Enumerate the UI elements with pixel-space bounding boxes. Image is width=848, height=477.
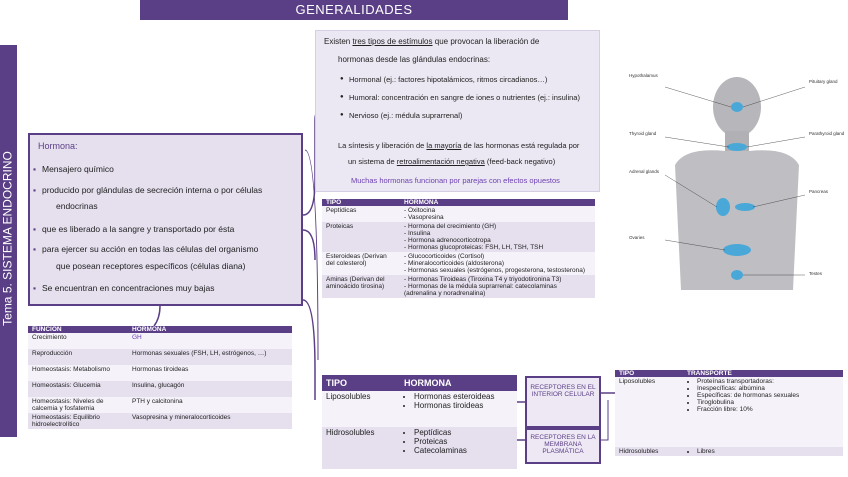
label-hypothalamus: Hypothalamus <box>629 73 658 78</box>
table-row <box>322 252 595 275</box>
ovaries-icon <box>723 244 751 256</box>
table-cell: Homeostasis: Metabolismo <box>28 365 128 381</box>
transport-table <box>615 370 843 456</box>
adrenal-icon <box>716 198 730 216</box>
list-item: • Hormonas tiroideas <box>414 401 513 410</box>
table-row <box>28 397 292 413</box>
regulation-c: un sistema de <box>348 157 395 166</box>
table-cell: Homeostasis: Equilibrio hidroelectrolítico <box>28 413 128 429</box>
table-cell: - Hormona del crecimiento (GH) - Insulina - Hormona adrenocorticotropa - Hormonas glucoproteicas: FSH, LH, TSH, TSH <box>400 222 595 252</box>
stimuli-intro-underlined: tres tipos de estímulos <box>352 37 433 46</box>
body-silhouette <box>625 65 847 290</box>
label-thyroid: Thyroid gland <box>629 131 657 136</box>
hormone-point-3: ▪ que es liberado a la sangre y transportado por ésta <box>42 224 234 234</box>
table-cell <box>400 427 517 469</box>
col-header-transport: TRANSPORTE <box>683 370 843 377</box>
table-row <box>322 427 517 469</box>
testes-icon <box>731 270 743 280</box>
col-header-type: TIPO <box>615 370 683 377</box>
table-cell: Hormonas sexuales (FSH, LH, estrógenos, …) <box>128 349 292 365</box>
regulation-b: de las hormonas está regulada por <box>463 141 580 150</box>
col-header-function: FUNCIÓN <box>28 326 128 333</box>
thyroid-icon <box>727 143 747 151</box>
label-pancreas: Pancreas <box>809 189 829 194</box>
stimulus-hormonal: ● Hormonal (ej.: factores hipotalámicos, ritmos circadianos…) <box>349 75 547 84</box>
list-item: • Específicas: de hormonas sexuales <box>697 392 839 399</box>
list-item: • Catecolaminas <box>414 446 513 455</box>
table-cell: Liposolubles <box>615 377 683 447</box>
function-table <box>28 326 292 429</box>
list-item: • Hormonas esteroideas <box>414 392 513 401</box>
regulation-line2 <box>348 157 555 166</box>
regulation-d: (feed-back negativo) <box>486 157 556 166</box>
regulation-underlined-2: retroalimentación negativa <box>396 157 485 166</box>
table-cell: Hormonas tiroideas <box>128 365 292 381</box>
hormone-point-1: ▪ Mensajero químico <box>42 164 114 174</box>
table-cell: - Oxitocina - Vasopresina <box>400 206 595 222</box>
label-pituitary: Pituitary gland <box>809 79 838 84</box>
stimuli-box <box>315 30 600 192</box>
col-header-hormone: HORMONA <box>400 199 595 206</box>
list-item: • Tiroglobulina <box>697 399 839 406</box>
table-row <box>28 381 292 397</box>
label-parathyroid: Parathyroid gland <box>809 131 845 136</box>
hormone-point-5: ▪ Se encuentran en concentraciones muy bajas <box>42 283 214 293</box>
table-cell: Vasopresina y mineralocorticoides <box>128 413 292 429</box>
table-row <box>28 349 292 365</box>
table-cell: Hidrosolubles <box>322 427 400 469</box>
table-cell <box>683 447 843 456</box>
hormone-point-2: ▪ producido por glándulas de secreción interna o por células <box>42 185 262 195</box>
list <box>687 378 839 413</box>
table-row <box>322 222 595 252</box>
table-row <box>28 413 292 429</box>
list <box>404 428 513 455</box>
hormone-point-4-cont: que posean receptores específicos (células diana) <box>56 261 246 271</box>
hypothalamus-icon <box>731 102 743 112</box>
table-cell: GH <box>128 333 292 349</box>
hormone-point-2-cont: endocrinas <box>56 201 98 211</box>
list-item: • Proteínas transportadoras: <box>697 378 839 385</box>
pairs-note: Muchas hormonas funcionan por parejas con efectos opuestos <box>351 176 560 185</box>
page-header: GENERALIDADES <box>140 0 568 20</box>
table-cell: - Glucocorticoides (Cortisol) - Mineralocorticoides (aldosterona) - Hormonas sexuales (estrógenos, progesterona, testosterona) <box>400 252 595 275</box>
list-item: • Libres <box>697 448 839 455</box>
col-header-hormone: HORMONA <box>128 326 292 333</box>
hormone-title: Hormona: <box>38 141 78 151</box>
stimuli-intro-a: Existen <box>324 37 351 46</box>
table-row <box>615 447 843 456</box>
sidebar-title: Tema 5. SISTEMA ENDOCRINO <box>0 151 15 326</box>
table-cell: Hidrosolubles <box>615 447 683 456</box>
label-ovaries: Ovaries <box>629 235 645 240</box>
stimulus-humoral: ● Humoral: concentración en sangre de iones o nutrientes (ej.: insulina) <box>349 93 580 102</box>
hormone-point-4: ▪ para ejercer su acción en todas las células del organismo <box>42 244 258 254</box>
table-row <box>322 275 595 298</box>
table-cell: Insulina, glucagón <box>128 381 292 397</box>
table-row <box>28 333 292 349</box>
list <box>404 392 513 410</box>
table-cell: Esteroideas (Derivan del colesterol) <box>322 252 400 275</box>
table-row <box>615 377 843 447</box>
col-header-hormone: HORMONA <box>400 375 517 391</box>
table-cell: Reproducción <box>28 349 128 365</box>
table-cell: Homeostasis: Niveles de calcemia y fosfatemia <box>28 397 128 413</box>
list-item: • Peptídicas <box>414 428 513 437</box>
stimulus-nervous: ● Nervioso (ej.: médula suprarrenal) <box>349 111 462 120</box>
table-cell: Crecimiento <box>28 333 128 349</box>
table-cell: Homeostasis: Glucemia <box>28 381 128 397</box>
table-cell: PTH y calcitonina <box>128 397 292 413</box>
endocrine-figure <box>625 65 847 290</box>
col-header-type: TIPO <box>322 199 400 206</box>
receptor-membrane: RECEPTORES EN LA MEMBRANA PLASMÁTICA <box>525 428 601 464</box>
table-cell <box>400 391 517 427</box>
stimuli-intro-b: que provocan la liberación de <box>434 37 540 46</box>
label-adrenal: Adrenal glands <box>629 169 660 174</box>
table-row <box>322 391 517 427</box>
table-row <box>28 365 292 381</box>
stimuli-intro-line2: hormonas desde las glándulas endocrinas: <box>338 55 491 64</box>
regulation-underlined: la mayoría <box>426 141 462 150</box>
table-cell: Aminas (Derivan del aminoácido tirosina) <box>322 275 400 298</box>
hormone-type-table <box>322 199 595 298</box>
label-testes: Testes <box>809 271 823 276</box>
table-row <box>322 206 595 222</box>
col-header-type: TIPO <box>322 375 400 391</box>
regulation-line1 <box>338 141 579 150</box>
list-item: • Fracción libre: 10% <box>697 406 839 413</box>
hormone-definition-box <box>28 133 303 306</box>
stimuli-intro <box>324 37 539 46</box>
table-cell: Proteicas <box>322 222 400 252</box>
table-cell: - Hormonas Tiroideas (Tiroxina T4 y triyodotironina T3) - Hormonas de la médula suprarrenal: catecolaminas (adrenalina y noradrenalina) <box>400 275 595 298</box>
table-cell: Liposolubles <box>322 391 400 427</box>
receptor-intracellular: RECEPTORES EN EL INTERIOR CELULAR <box>525 376 601 428</box>
list-item: • Proteicas <box>414 437 513 446</box>
table-cell: Peptídicas <box>322 206 400 222</box>
list <box>687 448 839 455</box>
list-item: • Inespecíficas: albúmina <box>697 385 839 392</box>
pancreas-icon <box>735 203 755 211</box>
regulation-a: La síntesis y liberación de <box>338 141 425 150</box>
table-cell <box>683 377 843 447</box>
solubility-table <box>322 375 517 469</box>
